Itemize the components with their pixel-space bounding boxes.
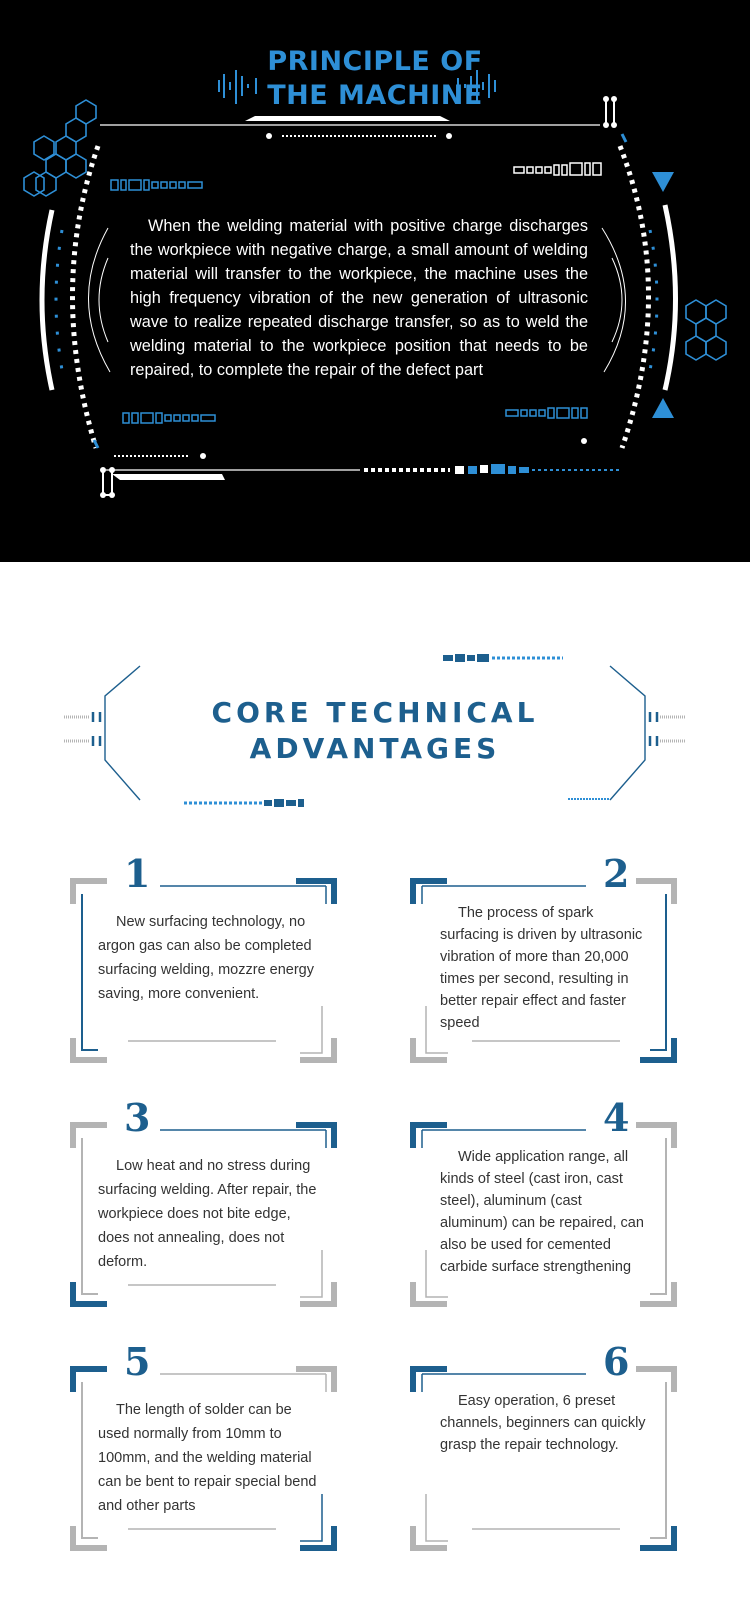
principle-body-text: When the welding material with positive charge discharges the workpiece with negative charge, a small amount of welding material will transfer to the workpiece, the machine uses the high frequency vibration of the new generation of ultrasonic wave to realize repeated discharge transfer, so as to weld the welding material to the workpiece position that needs to be repaired, to complete the repair of the defect part — [130, 217, 588, 379]
advantage-card-2 — [410, 851, 678, 1064]
advantage-card-6 — [410, 1339, 678, 1552]
principle-section — [0, 0, 750, 562]
card-number: 4 — [603, 1095, 630, 1140]
card-text: Low heat and no stress during surfacing welding. After repair, the workpiece does not bite edge, does not annealing, does not deform. — [98, 1158, 317, 1270]
card-text: New surfacing technology, no argon gas can also be completed surfacing welding, mozzre energy saving, more convenient. — [98, 914, 314, 1002]
principle-title-line1: PRINCIPLE OF — [267, 46, 483, 77]
advantage-card-1 — [70, 851, 338, 1064]
advantage-card-5 — [70, 1339, 338, 1552]
card-text: The process of spark surfacing is driven by ultrasonic vibration of more than 20,000 times per second, resulting in better repair effect and faster speed — [440, 905, 643, 1031]
core-title-line1: CORE TECHNICAL — [211, 696, 539, 729]
advantage-card-3 — [70, 1095, 338, 1308]
principle-title-line2: THE MACHINE — [267, 80, 483, 111]
card-text: Wide application range, all kinds of steel (cast iron, cast steel), aluminum (cast aluminum) can be repaired, can also be used for cemented carbide surface strengthening — [440, 1149, 644, 1275]
card-number: 3 — [124, 1095, 151, 1140]
card-number: 2 — [603, 851, 630, 896]
card-text: Easy operation, 6 preset channels, beginners can quickly grasp the repair technology. — [440, 1393, 646, 1453]
card-text: The length of solder can be used normally from 10mm to 100mm, and the welding material can be bent to repair special bend and other parts — [98, 1402, 317, 1514]
card-number: 5 — [124, 1339, 151, 1384]
advantage-card-4 — [410, 1095, 678, 1308]
card-number: 6 — [603, 1339, 630, 1384]
core-title-line2: ADVANTAGES — [249, 732, 501, 765]
card-number: 1 — [124, 851, 151, 896]
